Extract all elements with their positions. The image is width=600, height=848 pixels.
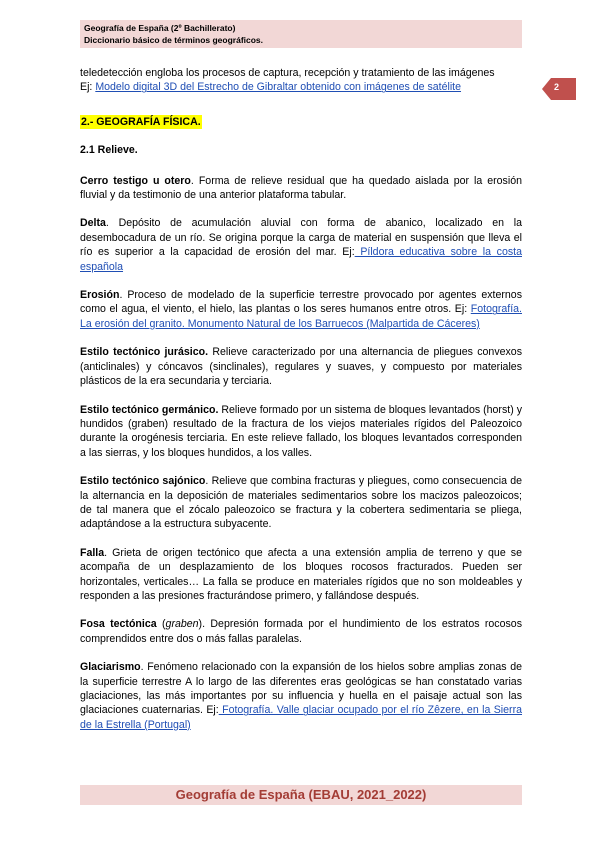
entry-text: . Proceso de modelado de la superficie terrestre provocado por agentes externos como el agua, el viento, el hielo, las plantas o los seres humanos entre otros. Ej:: [80, 289, 522, 316]
entry-erosion: [80, 288, 522, 331]
section-title: 2.- GEOGRAFÍA FÍSICA.: [81, 115, 201, 128]
header-course-title: Geografía de España (2º Bachillerato): [84, 23, 236, 33]
entry-paren: (: [156, 618, 166, 631]
entry-term: Delta: [80, 217, 106, 230]
entry-estilo-jurasico: [80, 345, 522, 388]
entry-term: Fosa tectónica: [80, 618, 157, 631]
entry-text: . Depósito de acumulación aluvial con forma de abanico, localizado en la desembocadura de un río. Se origina porque la carga de material en suspensión que lleva el río es superior a la capacidad de erosión del mar. Ej:: [80, 217, 522, 259]
entry-estilo-sajonico: [80, 474, 522, 532]
page-number-badge: [542, 78, 576, 100]
entry-text: Relieve formado por un sistema de bloques levantados (horst) y hundidos (graben) resultado de la fractura de los viejos materiales rígidos del Paleozoico durante la orogénesis terciaria. En este relieve fallado, los bloques levantados corresponden a las sierras, y los bloques hundidos, a los valles.: [80, 403, 522, 459]
entry-cerro-testigo: [80, 174, 522, 203]
entry-falla: [80, 546, 522, 604]
entry-italic: graben: [165, 618, 199, 631]
entry-text: . Forma de relieve residual que ha quedado aislada por la erosión fluvial y da testimonio de una anterior plataforma tabular.: [80, 174, 522, 202]
entry-text: . Fenómeno relacionado con la expansión de los hielos sobre amplias zonas de la superficie terrestre A lo largo de las diferentes eras geológicas se han constatado varias glaciaciones, las más importantes por su influencia y huella en el paisaje actual son las glaciaciones cuaternarias. Ej:: [80, 661, 522, 717]
entry-term: Erosión: [80, 289, 120, 302]
intro-ej-label: Ej:: [80, 81, 96, 94]
entry-text: . Relieve que combina fracturas y pliegues, como consecuencia de la alternancia en la deposición de materiales sedimentarios sobre los macizos paleozoicos; de tal manera que el zócalo paleozoico se fractura y la cobertera sedimentaria se pliega, adaptándose a la estructura subyacente.: [80, 475, 522, 531]
entry-term: Estilo tectónico jurásico.: [80, 346, 209, 359]
entry-link[interactable]: Fotografía. Valle glaciar ocupado por el río Zêzere, en la Sierra de la Estrella (Portugal): [80, 704, 523, 731]
subsection-title: 2.1 Relieve.: [80, 144, 138, 157]
entry-text: Relieve caracterizado por una alternancia de pliegues convexos (anticlinales) y cóncavos (sinclinales), regulares y suaves, y compuesto por materiales plásticos de la era secundaria y terciaria.: [80, 346, 522, 388]
entry-link[interactable]: Píldora educativa sobre la costa española: [80, 246, 522, 273]
entry-term: Cerro testigo u otero: [80, 174, 191, 187]
entry-term: Estilo tectónico germánico.: [80, 403, 219, 416]
intro-text: teledetección engloba los procesos de captura, recepción y tratamiento de las imágenes: [80, 67, 495, 79]
document-body: [80, 66, 522, 746]
entry-delta: [80, 216, 522, 274]
entry-term: Glaciarismo: [80, 661, 141, 674]
page-footer: Geografía de España (EBAU, 2021_2022): [80, 785, 522, 805]
page-number: 2: [554, 82, 560, 92]
intro-link[interactable]: Modelo digital 3D del Estrecho de Gibraltar obtenido con imágenes de satélite: [95, 81, 462, 94]
entry-text: ). Depresión formada por el hundimiento de los estratos rocosos comprendidos entre dos o más fallas paralelas.: [80, 618, 522, 645]
page-header: [80, 20, 522, 48]
entry-link[interactable]: Fotografía. La erosión del granito. Monumento Natural de los Barruecos (Malpartida de Cáceres): [80, 303, 522, 330]
entry-term: Estilo tectónico sajónico: [80, 475, 206, 488]
header-document-title: Diccionario básico de términos geográficos.: [84, 35, 264, 45]
entry-glaciarismo: [80, 660, 522, 732]
entry-estilo-germanico: [80, 403, 522, 461]
entry-term: Falla: [80, 546, 105, 559]
entry-fosa-tectonica: [80, 617, 522, 646]
intro-paragraph: [80, 66, 522, 95]
entry-text: . Grieta de origen tectónico que afecta a una extensión amplia de terreno y que se acompaña de un desplazamiento de los bloques rocosos fracturados. Pueden ser horizontales, verticales… La falla se produce en materiales rígidos que no son moldeables y responden a las presiones fracturándose primero, y fallándose después.: [80, 546, 522, 602]
